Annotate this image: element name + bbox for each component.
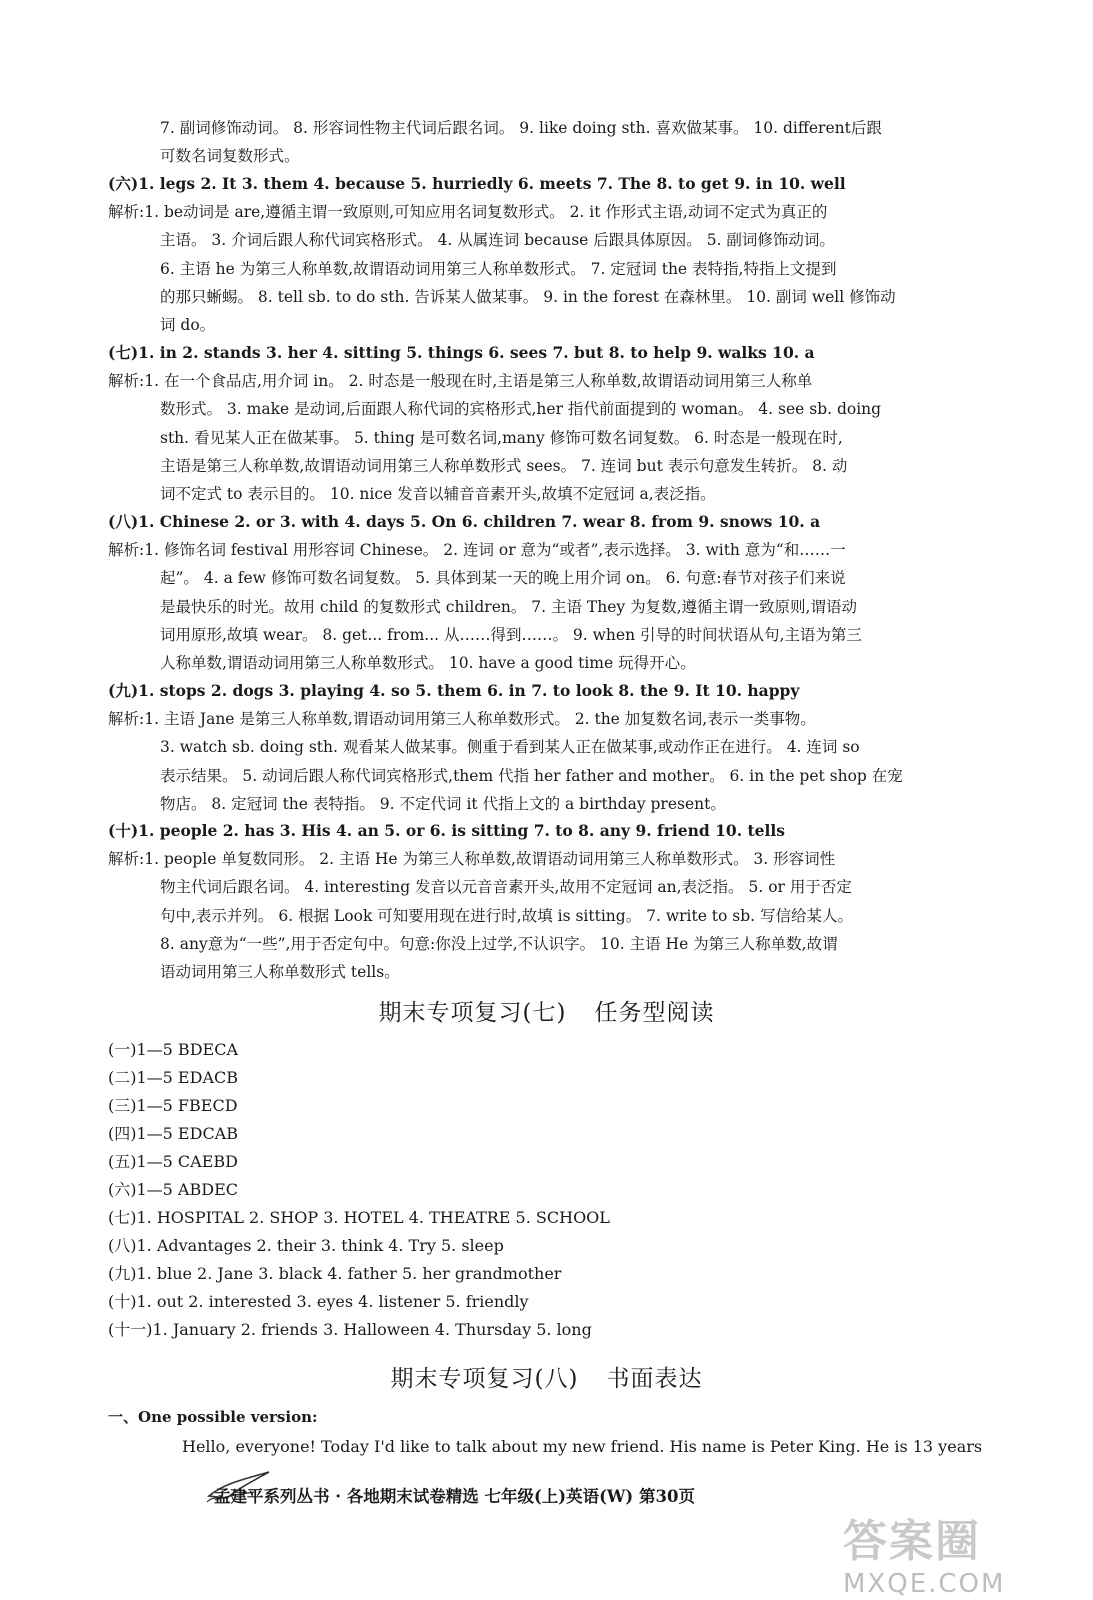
section-heading-main: 期末专项复习(八) [390, 1366, 579, 1392]
explanation-line: 解析:1. 在一个食品店,用介词 in。 2. 时态是一般现在时,主语是第三人称单数,故谓语动词用第三人称单 [108, 372, 813, 391]
explanation-line: 词不定式 to 表示目的。 10. nice 发音以辅音音素开头,故填不定冠词 a,表泛指。 [160, 485, 716, 504]
explanation-line: 数形式。 3. make 是动词,后面跟人称代词的宾格形式,her 指代前面提到的 woman。 4. see sb. doing [160, 400, 882, 419]
explanation-line: 解析:1. 修饰名词 festival 用形容词 Chinese。 2. 连词 or 意为“或者”,表示选择。 3. with 意为“和……一 [108, 541, 846, 560]
section-nine [108, 677, 998, 818]
section-heading-sub: 书面表达 [606, 1366, 703, 1392]
answer-row: (八)1. Chinese 2. or 3. with 4. days 5. On 6. children 7. wear 8. from 9. snows 10. a [108, 512, 821, 531]
explanation-line: sth. 看见某人正在做某事。 5. thing 是可数名词,many 修饰可数名词复数。 6. 时态是一般现在时, [160, 428, 843, 447]
explanation-line: 语动词用第三人称单数形式 tells。 [160, 963, 400, 982]
answer-row: (五)1—5 CAEBD [108, 1152, 238, 1171]
section-heading [0, 1360, 1093, 1393]
explanation-line: 句中,表示并列。 6. 根据 Look 可知要用现在进行时,故填 is sitting。 7. write to sb. 写信给某人。 [160, 906, 854, 925]
explanation-line: 解析:1. people 单复数同形。 2. 主语 He 为第三人称单数,故谓语动词用第三人称单数形式。 3. 形容词性 [108, 850, 836, 869]
answer-row: (九)1. stops 2. dogs 3. playing 4. so 5. them 6. in 7. to look 8. the 9. It 10. happy [108, 681, 800, 700]
writing-text: Hello, everyone! Today I'd like to talk about my new friend. His name is Peter King. He is 13 years [182, 1437, 983, 1456]
section-eight [108, 508, 998, 677]
explanation-line: 的那只蜥蜴。 8. tell sb. to do sth. 告诉某人做某事。 9. in the forest 在森林里。 10. 副词 well 修饰动 [160, 287, 896, 306]
answer-row: (八)1. Advantages 2. their 3. think 4. Try 5. sleep [108, 1236, 504, 1255]
answer-row: (二)1—5 EDACB [108, 1068, 238, 1087]
explanation-line: 解析:1. 主语 Jane 是第三人称单数,谓语动词用第三人称单数形式。 2. the 加复数名词,表示一类事物。 [108, 710, 816, 729]
answer-row: (七)1. HOSPITAL 2. SHOP 3. HOTEL 4. THEATRE 5. SCHOOL [108, 1208, 610, 1227]
explanation-line: 词 do。 [160, 316, 216, 335]
answer-row: (三)1—5 FBECD [108, 1096, 238, 1115]
section-seven [108, 339, 998, 508]
explanation-line: 可数名词复数形式。 [160, 147, 300, 166]
explanation-line: 7. 副词修饰动词。 8. 形容词性物主代词后跟名词。 9. like doing sth. 喜欢做某事。 10. different后跟 [160, 119, 882, 137]
watermark-title: 答案圈 [843, 1516, 981, 1567]
explanation-line: 3. watch sb. doing sth. 观看某人做某事。侧重于看到某人正在做某事,或动作正在进行。 4. 连词 so [160, 738, 860, 757]
explanation-line: 主语。 3. 介词后跟人称代词宾格形式。 4. 从属连词 because 后跟具体原因。 5. 副词修饰动词。 [160, 231, 835, 250]
page-footer: 孟建平系列丛书 · 各地期末试卷精选 七年级(上)英语(W) 第30页 [214, 1487, 695, 1506]
answer-row: (六)1. legs 2. It 3. them 4. because 5. hurriedly 6. meets 7. The 8. to get 9. in 10. well [108, 174, 846, 193]
task-reading-answers [108, 1036, 610, 1344]
section-ten [108, 817, 998, 986]
explanation-line: 人称单数,谓语动词用第三人称单数形式。 10. have a good time 玩得开心。 [160, 654, 696, 673]
explanation-line: 物主代词后跟名词。 4. interesting 发音以元音音素开头,故用不定冠词 an,表泛指。 5. or 用于否定 [160, 878, 852, 897]
answer-row: (十一)1. January 2. friends 3. Halloween 4. Thursday 5. long [108, 1320, 592, 1339]
explanation-line: 是最快乐的时光。故用 child 的复数形式 children。 7. 主语 They 为复数,遵循主谓一致原则,谓语动 [160, 597, 857, 616]
section-heading [0, 994, 1093, 1027]
explanation-line: 6. 主语 he 为第三人称单数,故谓语动词用第三人称单数形式。 7. 定冠词 the 表特指,特指上文提到 [160, 259, 837, 278]
section-heading-sub: 任务型阅读 [594, 1000, 715, 1026]
explanation-line: 起”。 4. a few 修饰可数名词复数。 5. 具体到某一天的晚上用介词 on。 6. 句意:春节对孩子们来说 [160, 569, 846, 588]
explanation-line: 主语是第三人称单数,故谓语动词用第三人称单数形式 sees。 7. 连词 but 表示句意发生转折。 8. 动 [160, 456, 848, 475]
watermark [843, 1505, 1073, 1600]
answer-row: (七)1. in 2. stands 3. her 4. sitting 5. things 6. sees 7. but 8. to help 9. walks 10. a [108, 343, 815, 362]
section-six [108, 170, 998, 339]
answer-row: (六)1—5 ABDEC [108, 1180, 238, 1199]
explanation-line: 物店。 8. 定冠词 the 表特指。 9. 不定代词 it 代指上文的 a birthday present。 [160, 794, 726, 813]
writing-label: 一、One possible version: [108, 1408, 318, 1426]
writing-sample [108, 1402, 998, 1462]
answer-row: (十)1. out 2. interested 3. eyes 4. listener 5. friendly [108, 1292, 529, 1311]
answer-row: (十)1. people 2. has 3. His 4. an 5. or 6. is sitting 7. to 8. any 9. friend 10. tells [108, 821, 786, 840]
watermark-url: MXQE.COM [843, 1569, 1006, 1599]
answer-row: (四)1—5 EDCAB [108, 1124, 238, 1143]
explanation-line: 词用原形,故填 wear。 8. get... from... 从……得到……。 9. when 引导的时间状语从句,主语为第三 [160, 625, 862, 644]
explanation-line: 解析:1. be动词是 are,遵循主谓一致原则,可知应用名词复数形式。 2. it 作形式主语,动词不定式为真正的 [108, 203, 828, 222]
top-explanation-block [108, 114, 998, 170]
answer-row: (一)1—5 BDECA [108, 1040, 238, 1059]
explanation-line: 表示结果。 5. 动词后跟人称代词宾格形式,them 代指 her father and mother。 6. in the pet shop 在宠 [160, 766, 903, 785]
answer-row: (九)1. blue 2. Jane 3. black 4. father 5. her grandmother [108, 1264, 562, 1283]
explanation-line: 8. any意为“一些”,用于否定句中。句意:你没上过学,不认识字。 10. 主语 He 为第三人称单数,故谓 [160, 934, 838, 953]
section-heading-main: 期末专项复习(七) [378, 1000, 567, 1026]
